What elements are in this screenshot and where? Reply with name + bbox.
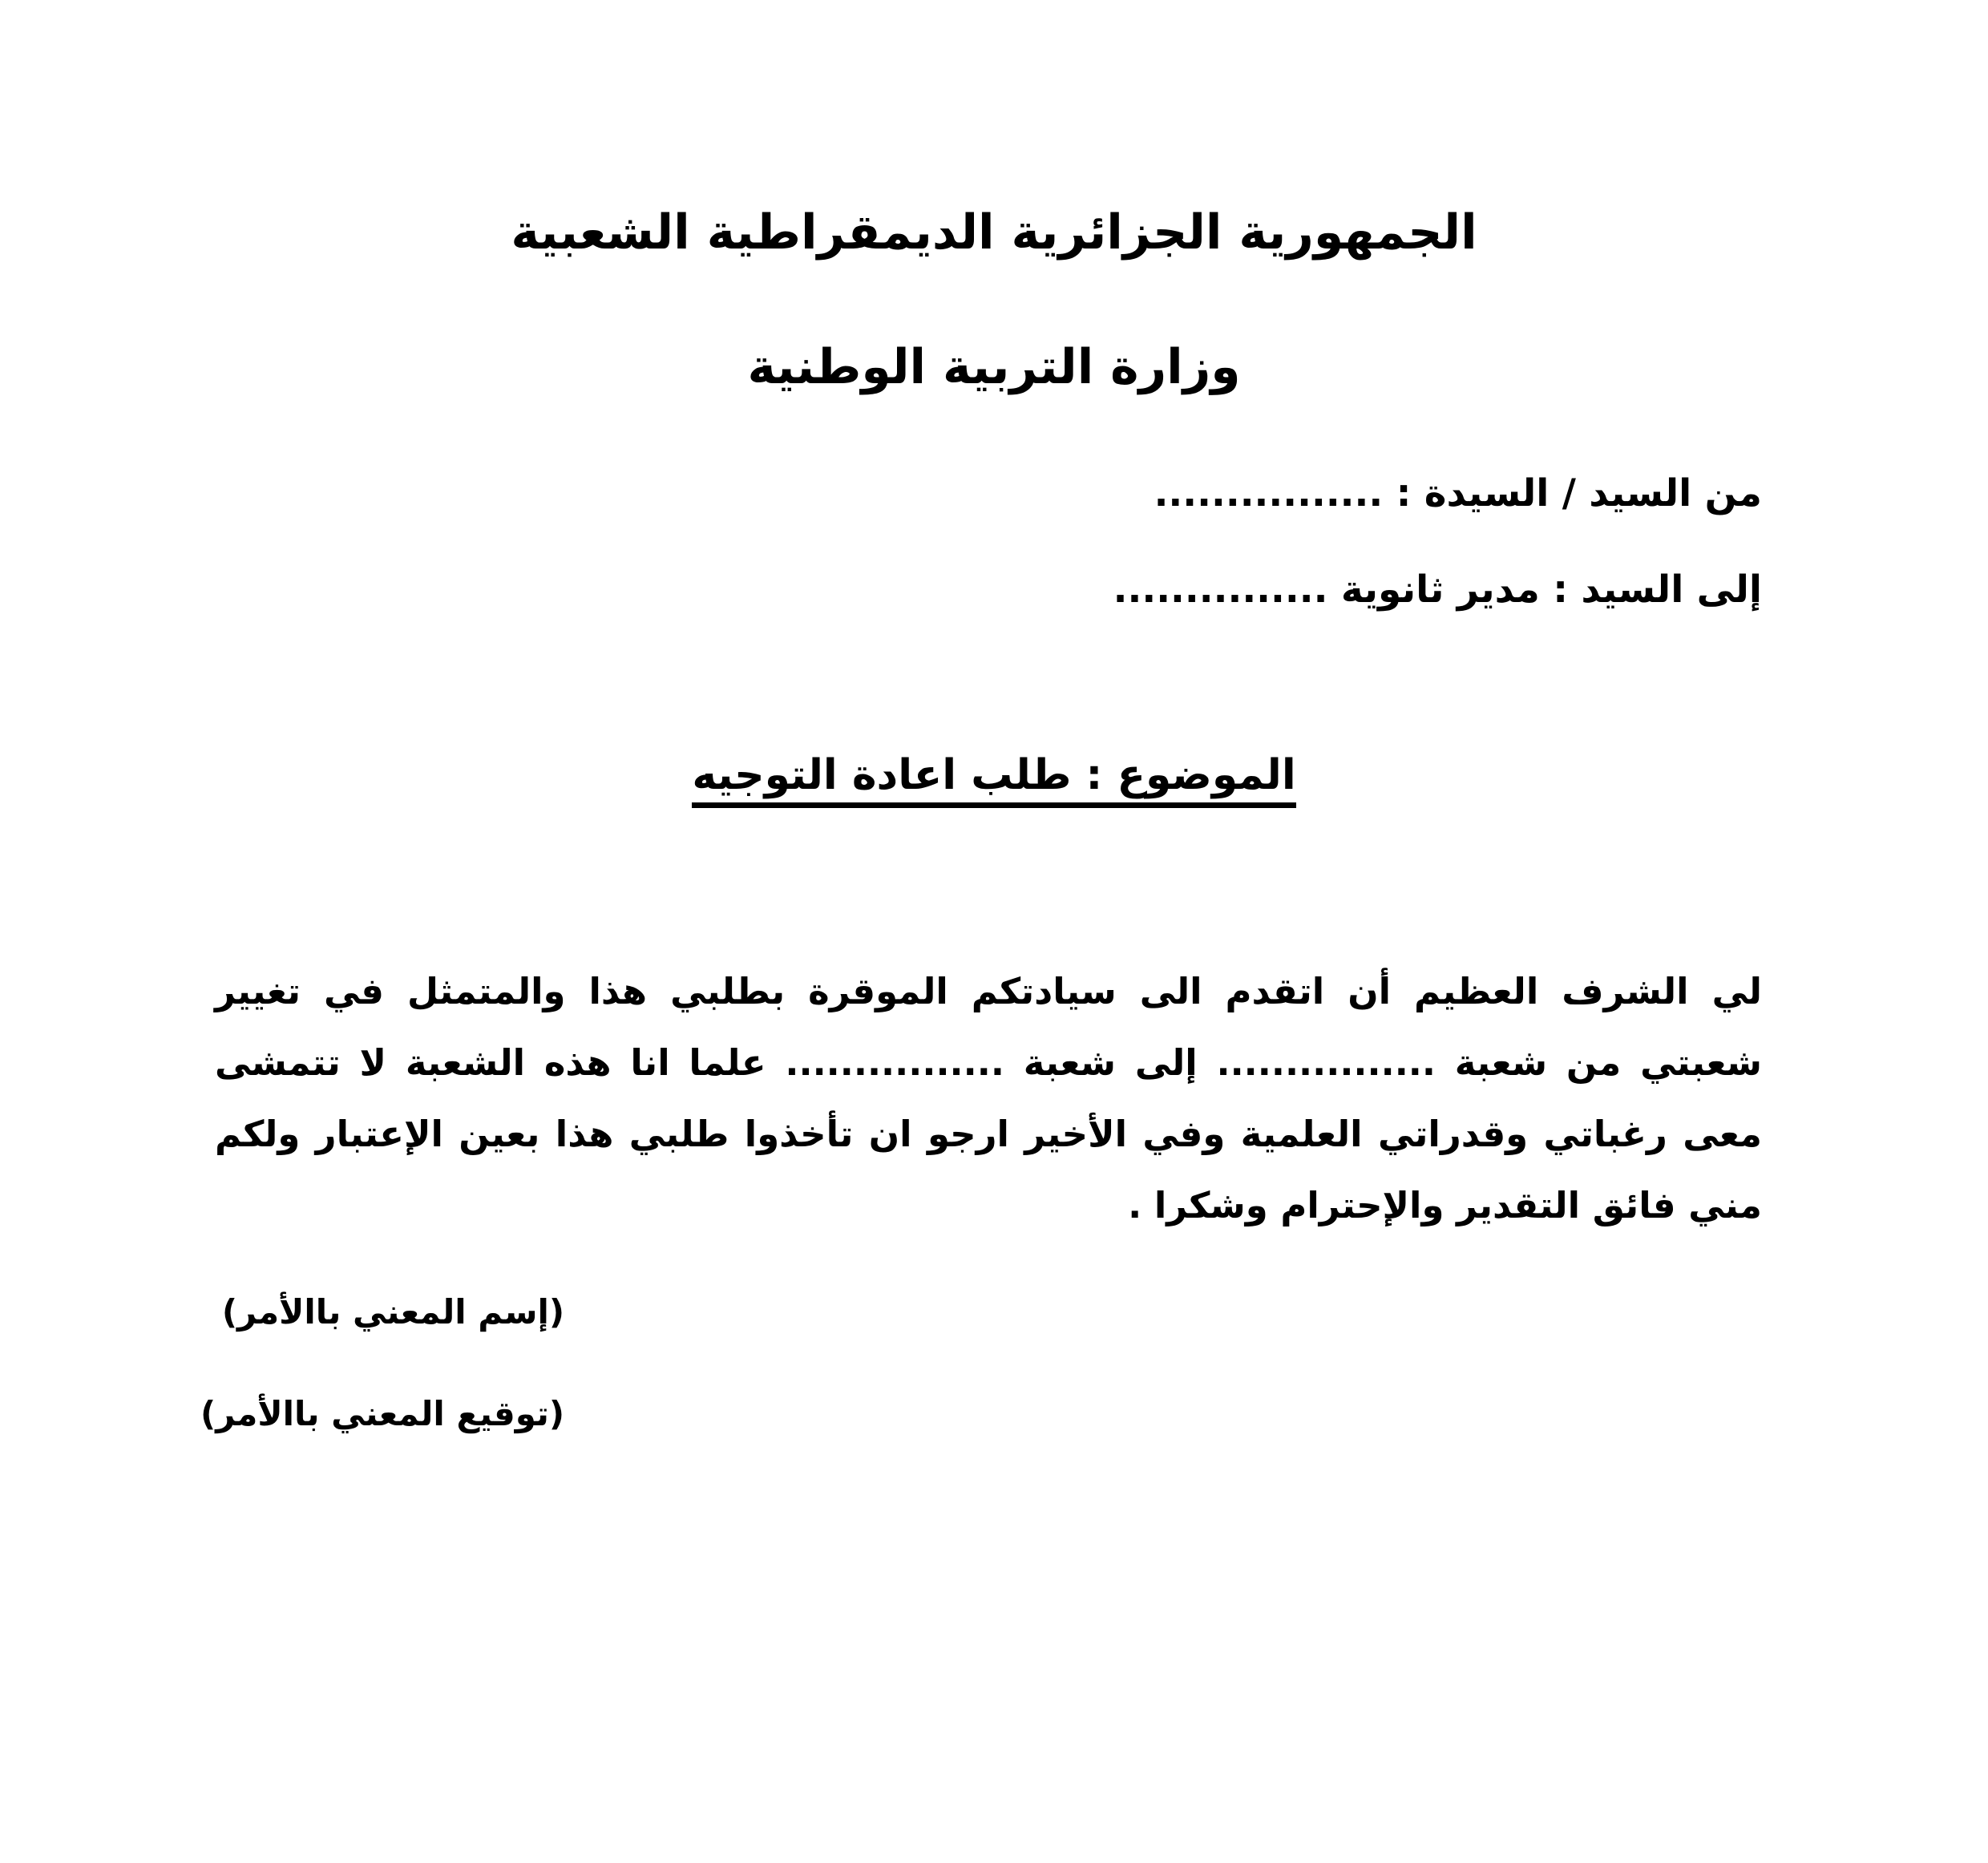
blank-bottom-area	[0, 1491, 1988, 1863]
sender-line: من السيد / السيدة : ................	[1154, 471, 1762, 515]
document-header	[0, 204, 1988, 396]
body-block	[215, 956, 1762, 1241]
subject-title: الموضوع : طلب اعادة التوجيه	[692, 750, 1295, 808]
address-block	[0, 471, 1988, 613]
republic-title: الجمهورية الجزائرية الديمقراطية الشعبية	[511, 204, 1477, 261]
signature-block	[200, 1292, 564, 1435]
applicant-name-label: (إسم المعني باالأمر)	[221, 1292, 565, 1332]
subject-block	[0, 750, 1988, 808]
request-paragraph: لي الشرف العظيم أن اتقدم الى سيادتكم الموقرة بطلبي هذا والمتمثل في تغيير شعبتي من شعبة ................ إلى شعبة ................ علما انا هذه الشعبة لا تتمشى معى رغباتي وقدراتي العلمية وفي الأخير ارجو ان تأخذوا طلبي هذا بعين الإعتبار ولكم مني فائق التقدير والإحترام وشكرا .	[215, 970, 1762, 1227]
recipient-line: إلى السيد : مدير ثانوية ...............	[1113, 568, 1762, 612]
ministry-title: وزارة التربية الوطنية	[747, 338, 1241, 395]
applicant-signature-label: (توقيع المعني باالأمر)	[200, 1394, 565, 1434]
